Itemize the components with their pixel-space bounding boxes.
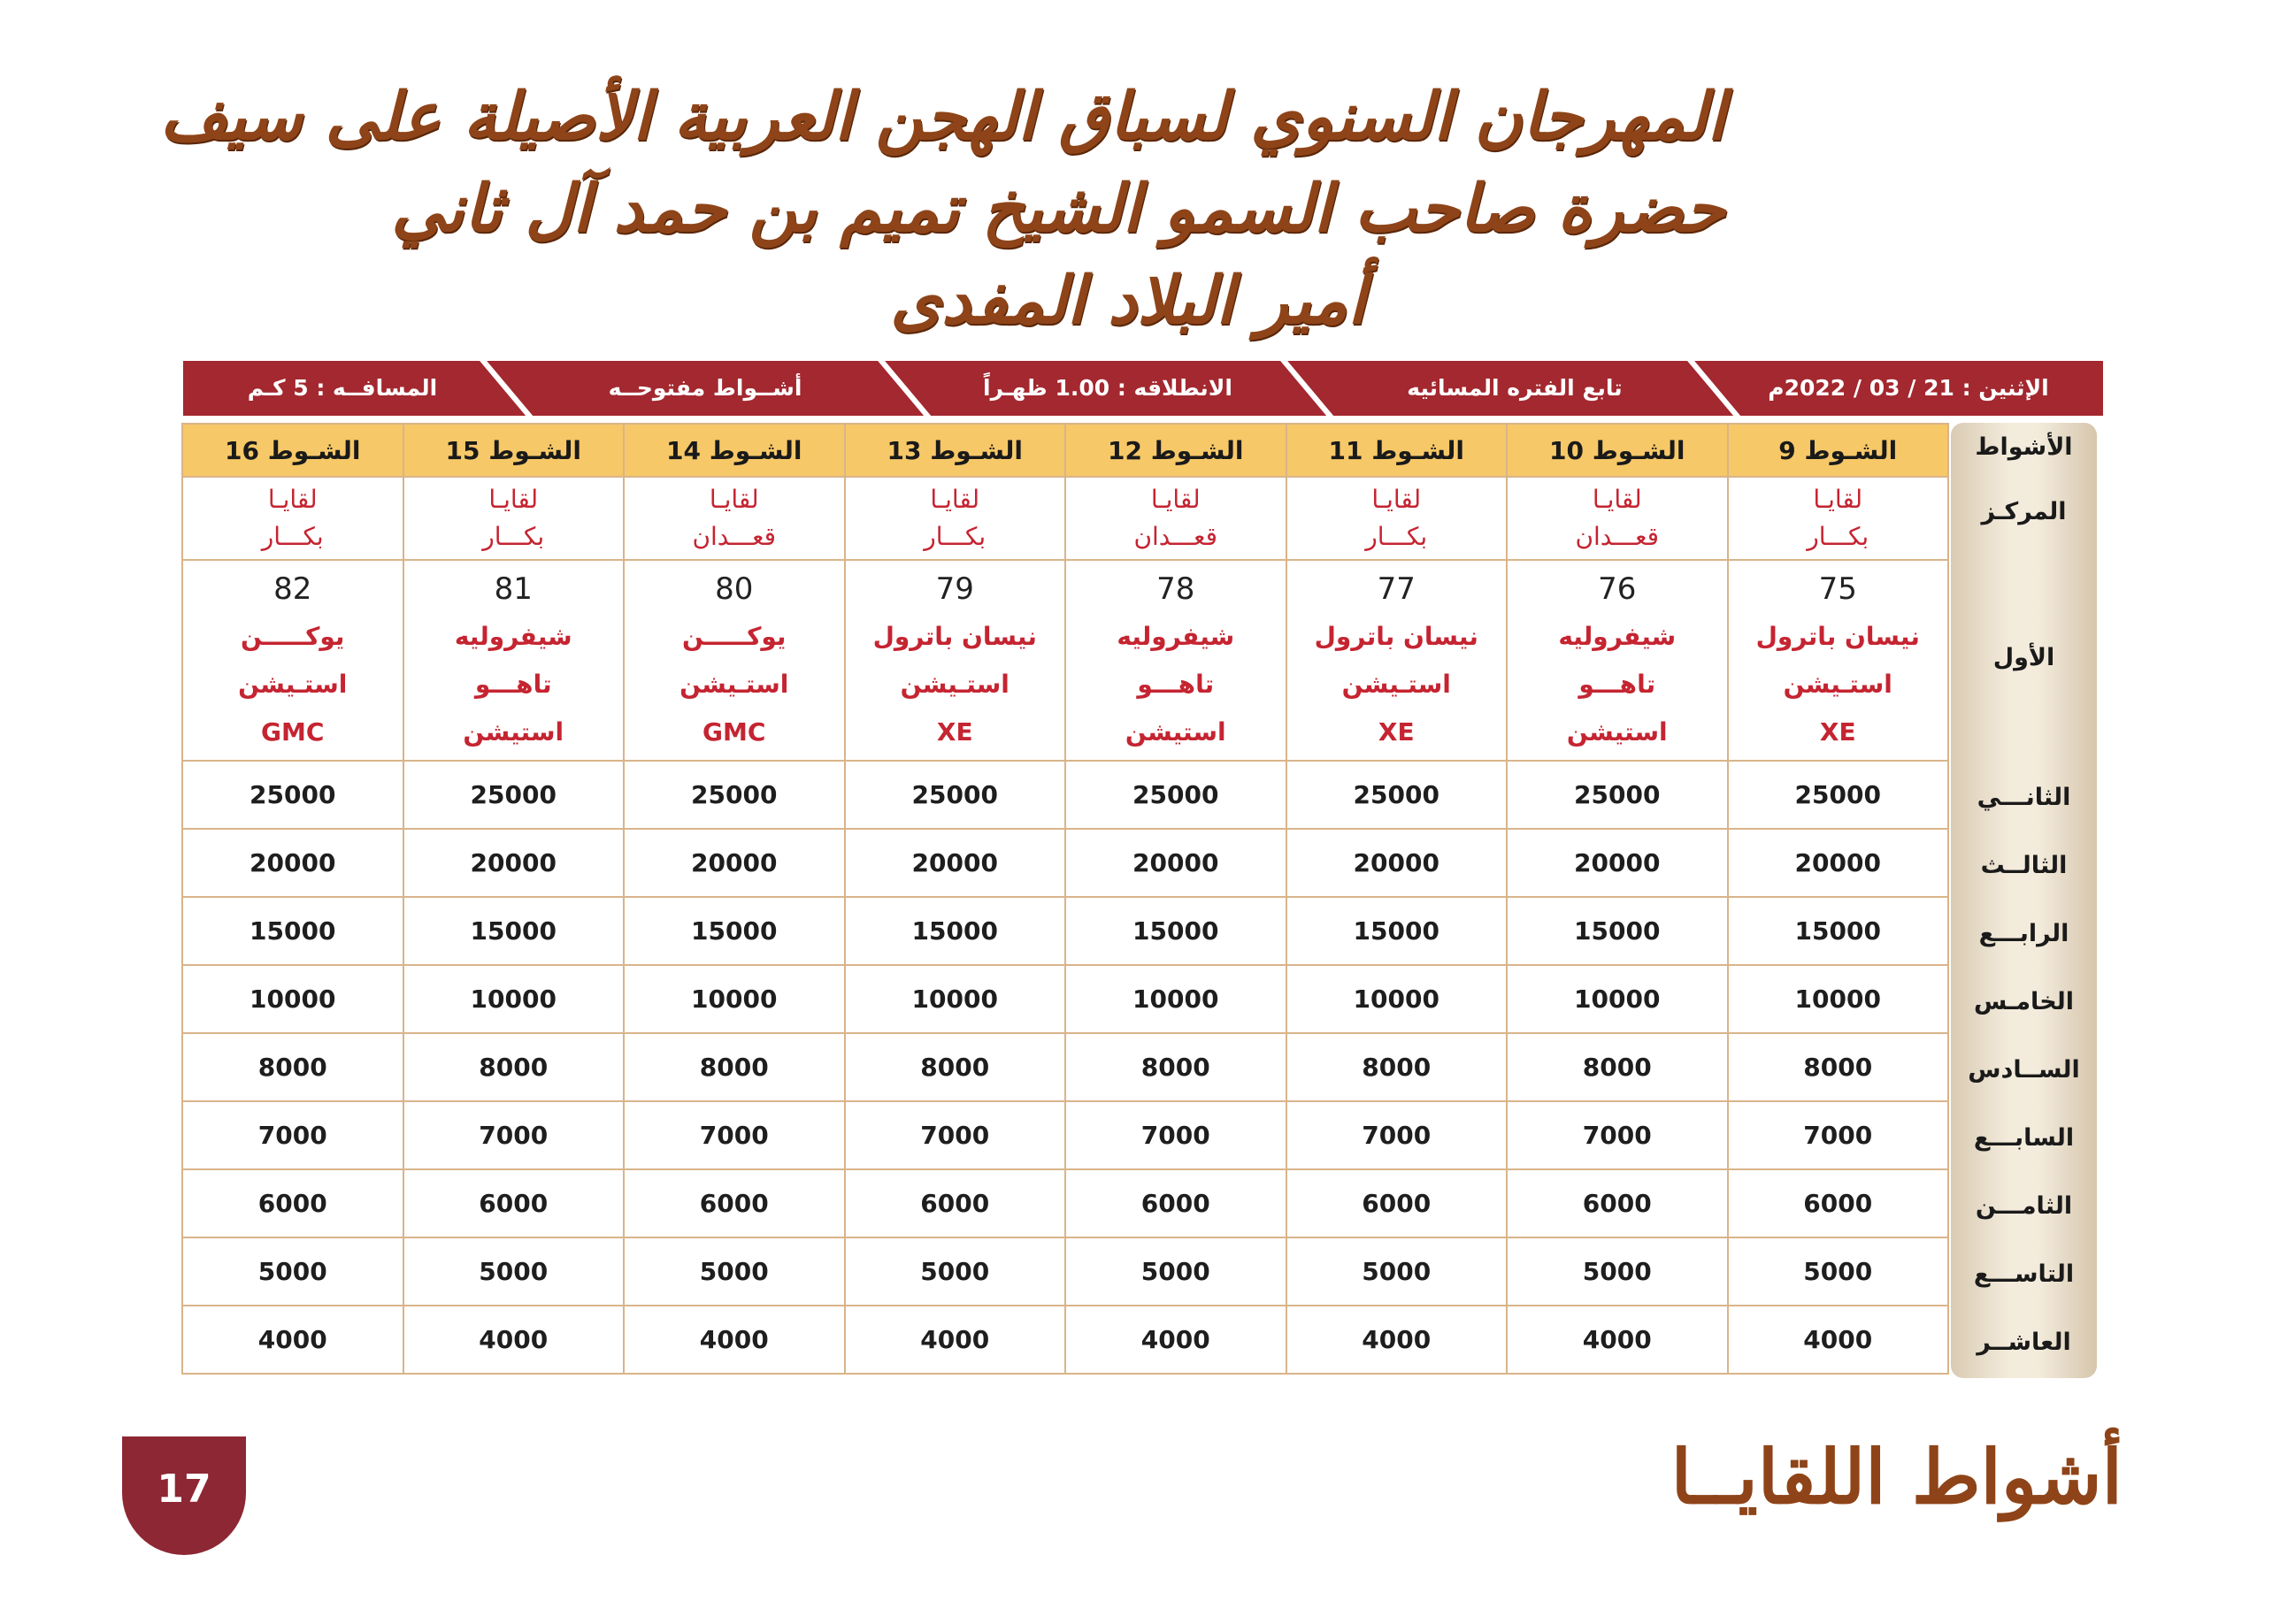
race-number: 81 <box>494 571 533 607</box>
first-prize-row <box>182 560 1948 761</box>
prize-value: 7000 <box>1065 1101 1286 1169</box>
festival-subtitle: أمير البلاد المفدى <box>890 263 1366 339</box>
prize-value: 15000 <box>1728 897 1949 965</box>
center-cell <box>624 477 845 560</box>
prize-value: 5000 <box>1728 1237 1949 1306</box>
center-cell <box>1286 477 1508 560</box>
row-label-fifth: الخامـس <box>1973 988 2075 1015</box>
car-type: تاهـــو <box>474 669 552 699</box>
row-label-first: الأول <box>1992 644 2055 671</box>
banner-period: تابع الفتره المسائيه <box>1407 375 1623 401</box>
race-number: 75 <box>1818 571 1857 607</box>
first-prize-cell <box>1728 560 1949 761</box>
car-trim: استيشن <box>463 716 564 747</box>
festival-patron: حضرة صاحب السمو الشيخ تميم بن حمد آل ثاني <box>391 171 1725 247</box>
prize-value: 5000 <box>1065 1237 1286 1306</box>
prize-value: 8000 <box>1065 1033 1286 1101</box>
row-label-second: الثانـــي <box>1977 784 2071 811</box>
first-prize-cell <box>182 560 403 761</box>
prize-value: 8000 <box>403 1033 625 1101</box>
prize-value: 6000 <box>1728 1169 1949 1237</box>
race-header: الشـوط 12 <box>1065 424 1286 477</box>
car-type: استـيشن <box>900 669 1009 699</box>
car-model: شيفروليه <box>454 621 572 651</box>
banner-race-type: أشــواط مفتوحــه <box>608 375 802 401</box>
center-type: قعـــدان <box>1575 522 1660 551</box>
prize-value: 7000 <box>1728 1101 1949 1169</box>
prize-row <box>182 1033 1948 1101</box>
center-type: قعـــدان <box>692 522 777 551</box>
first-prize-cell <box>845 560 1066 761</box>
prize-value: 4000 <box>1065 1306 1286 1374</box>
prize-value: 10000 <box>403 965 625 1033</box>
prize-value: 10000 <box>1728 965 1949 1033</box>
race-header: الشـوط 10 <box>1507 424 1728 477</box>
prize-value: 4000 <box>1507 1306 1728 1374</box>
center-name: لقايـا <box>709 485 759 514</box>
prize-value: 4000 <box>403 1306 625 1374</box>
prize-value: 25000 <box>1728 761 1949 829</box>
prize-value: 10000 <box>1065 965 1286 1033</box>
center-name: لقايـا <box>1813 485 1863 514</box>
prize-value: 5000 <box>182 1237 403 1306</box>
prize-value: 4000 <box>1728 1306 1949 1374</box>
prize-value: 7000 <box>403 1101 625 1169</box>
center-cell <box>1728 477 1949 560</box>
first-prize-cell <box>1286 560 1508 761</box>
car-type: تاهـــو <box>1137 669 1215 699</box>
prize-value: 7000 <box>1507 1101 1728 1169</box>
prize-value: 25000 <box>1286 761 1508 829</box>
race-header: الشـوط 15 <box>403 424 625 477</box>
prize-value: 15000 <box>182 897 403 965</box>
prize-value: 7000 <box>845 1101 1066 1169</box>
center-name: لقايـا <box>488 485 539 514</box>
banner-start-time: الانطلاقه : 1.00 ظهـراً <box>983 375 1232 401</box>
prize-row <box>182 1306 1948 1374</box>
center-type: بكـــار <box>1365 522 1428 551</box>
prize-value: 5000 <box>845 1237 1066 1306</box>
page-number: 17 <box>122 1442 246 1555</box>
section-title: أشواط اللقايــا <box>1670 1433 2123 1521</box>
row-label-sixth: الســادس <box>1968 1056 2080 1084</box>
car-trim: GMC <box>261 716 325 747</box>
prize-row <box>182 761 1948 829</box>
prize-value: 25000 <box>403 761 625 829</box>
page-header <box>159 79 1725 339</box>
prize-value: 10000 <box>182 965 403 1033</box>
prize-value: 4000 <box>845 1306 1066 1374</box>
car-model: شيفروليه <box>1558 621 1677 651</box>
row-label-center: المركـز <box>1981 498 2067 525</box>
prize-row <box>182 1101 1948 1169</box>
prize-value: 15000 <box>1065 897 1286 965</box>
prize-value: 20000 <box>403 829 625 897</box>
car-model: يوكـــــن <box>241 621 345 651</box>
car-trim: استيشن <box>1125 716 1226 747</box>
car-trim: XE <box>1378 716 1415 747</box>
banner-date: الإثنين : 21 / 03 / 2022م <box>1768 375 2049 401</box>
race-number: 79 <box>935 571 974 607</box>
prize-value: 6000 <box>1065 1169 1286 1237</box>
prize-value: 4000 <box>624 1306 845 1374</box>
center-cell <box>1507 477 1728 560</box>
prize-row <box>182 829 1948 897</box>
prize-value: 20000 <box>1065 829 1286 897</box>
center-type: بكـــار <box>261 522 324 551</box>
prize-value: 7000 <box>1286 1101 1508 1169</box>
race-number: 82 <box>273 571 312 607</box>
race-header-row <box>182 424 1948 477</box>
car-type: استـيشن <box>238 669 348 699</box>
row-label-eighth: الثامـــن <box>1975 1192 2073 1220</box>
center-type: بكـــار <box>924 522 986 551</box>
prize-value: 6000 <box>624 1169 845 1237</box>
race-number: 78 <box>1156 571 1195 607</box>
info-banner <box>183 361 2103 416</box>
prize-value: 15000 <box>845 897 1066 965</box>
banner-distance: المسافــه : 5 كـم <box>247 375 438 401</box>
prize-row <box>182 965 1948 1033</box>
prize-table <box>181 423 1949 1375</box>
race-header: الشـوط 11 <box>1286 424 1508 477</box>
prize-value: 20000 <box>1507 829 1728 897</box>
center-name: لقايـا <box>930 485 980 514</box>
race-header: الشـوط 14 <box>624 424 845 477</box>
prize-value: 6000 <box>182 1169 403 1237</box>
race-header: الشـوط 13 <box>845 424 1066 477</box>
race-header: الشـوط 16 <box>182 424 403 477</box>
first-prize-cell <box>1507 560 1728 761</box>
row-label-fourth: الرابـــع <box>1978 920 2069 947</box>
prize-value: 25000 <box>845 761 1066 829</box>
center-type: بكـــار <box>482 522 545 551</box>
prize-value: 6000 <box>403 1169 625 1237</box>
prize-value: 15000 <box>403 897 625 965</box>
prize-value: 20000 <box>182 829 403 897</box>
row-label-third: الثالــث <box>1980 852 2068 879</box>
prize-row <box>182 1169 1948 1237</box>
prize-value: 25000 <box>1065 761 1286 829</box>
prize-value: 15000 <box>1507 897 1728 965</box>
prize-value: 10000 <box>624 965 845 1033</box>
race-number: 76 <box>1598 571 1637 607</box>
row-label-seventh: السابـــع <box>1973 1124 2075 1152</box>
prize-value: 8000 <box>845 1033 1066 1101</box>
prize-value: 5000 <box>403 1237 625 1306</box>
center-row <box>182 477 1948 560</box>
prize-value: 10000 <box>1286 965 1508 1033</box>
center-cell <box>845 477 1066 560</box>
prize-value: 20000 <box>624 829 845 897</box>
prize-value: 15000 <box>624 897 845 965</box>
car-trim: XE <box>936 716 973 747</box>
prize-value: 25000 <box>624 761 845 829</box>
center-name: لقايـا <box>1371 485 1422 514</box>
car-model: نيسان باترول <box>1314 621 1478 651</box>
car-type: استـيشن <box>1341 669 1451 699</box>
prize-value: 25000 <box>1507 761 1728 829</box>
prize-value: 25000 <box>182 761 403 829</box>
prize-value: 10000 <box>1507 965 1728 1033</box>
prize-value: 8000 <box>182 1033 403 1101</box>
prize-value: 7000 <box>182 1101 403 1169</box>
first-prize-cell <box>403 560 625 761</box>
race-number: 77 <box>1377 571 1416 607</box>
row-label-races: الأشواط <box>1975 433 2073 461</box>
car-model: نيسان باترول <box>872 621 1037 651</box>
row-label-tenth: العاشــر <box>1977 1329 2071 1356</box>
race-number: 80 <box>715 571 754 607</box>
prize-value: 20000 <box>1728 829 1949 897</box>
center-name: لقايـا <box>267 485 318 514</box>
row-label-column <box>1951 423 2097 1378</box>
prize-value: 6000 <box>845 1169 1066 1237</box>
first-prize-cell <box>1065 560 1286 761</box>
prize-value: 5000 <box>1286 1237 1508 1306</box>
center-type: بكـــار <box>1807 522 1869 551</box>
car-model: نيسان باترول <box>1755 621 1920 651</box>
prize-value: 8000 <box>1507 1033 1728 1101</box>
festival-title: المهرجان السنوي لسباق الهجن العربية الأصيلة على سيف <box>159 79 1725 155</box>
car-trim: استيشن <box>1566 716 1668 747</box>
row-label-ninth: التاســـع <box>1973 1260 2075 1288</box>
prize-value: 6000 <box>1286 1169 1508 1237</box>
car-type: استـيشن <box>679 669 789 699</box>
prize-value: 10000 <box>845 965 1066 1033</box>
car-trim: XE <box>1819 716 1856 747</box>
car-trim: GMC <box>702 716 766 747</box>
car-type: استـيشن <box>1783 669 1892 699</box>
prize-value: 5000 <box>624 1237 845 1306</box>
first-prize-cell <box>624 560 845 761</box>
prize-value: 4000 <box>182 1306 403 1374</box>
race-header: الشـوط 9 <box>1728 424 1949 477</box>
prize-row <box>182 1237 1948 1306</box>
center-type: قعـــدان <box>1133 522 1218 551</box>
prize-value: 5000 <box>1507 1237 1728 1306</box>
car-model: شيفروليه <box>1117 621 1235 651</box>
prize-value: 20000 <box>1286 829 1508 897</box>
center-cell <box>1065 477 1286 560</box>
prize-value: 8000 <box>624 1033 845 1101</box>
prize-value: 6000 <box>1507 1169 1728 1237</box>
prize-value: 4000 <box>1286 1306 1508 1374</box>
car-model: يوكـــــن <box>682 621 787 651</box>
prize-row <box>182 897 1948 965</box>
center-name: لقايـا <box>1150 485 1201 514</box>
prize-value: 8000 <box>1728 1033 1949 1101</box>
car-type: تاهـــو <box>1578 669 1656 699</box>
prize-value: 8000 <box>1286 1033 1508 1101</box>
center-cell <box>403 477 625 560</box>
prize-value: 15000 <box>1286 897 1508 965</box>
center-name: لقايـا <box>1592 485 1642 514</box>
center-cell <box>182 477 403 560</box>
prize-value: 20000 <box>845 829 1066 897</box>
prize-value: 7000 <box>624 1101 845 1169</box>
